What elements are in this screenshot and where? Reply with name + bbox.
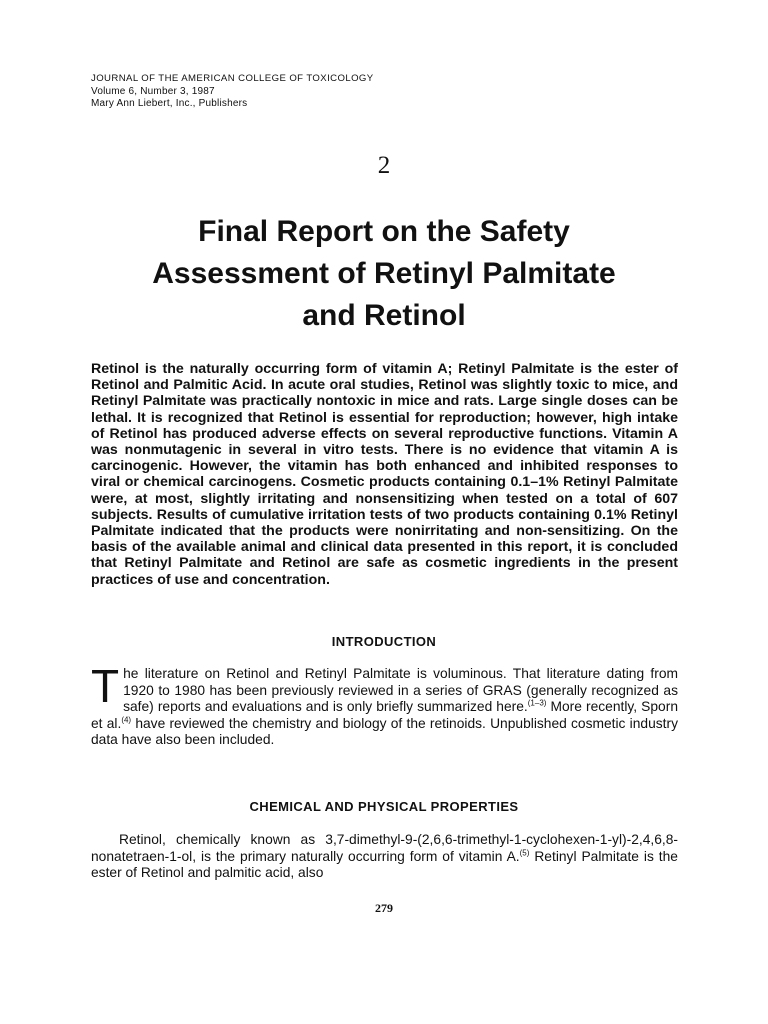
- title-line-3: and Retinol: [302, 299, 466, 332]
- chemical-properties-heading: CHEMICAL AND PHYSICAL PROPERTIES: [249, 799, 519, 814]
- volume-info: Volume 6, Number 3, 1987: [91, 85, 215, 97]
- intro-text-1: he literature on Retinol and Retinyl Palmitate is voluminous. That literature dating from 1920 to 1980 has been previously reviewed in a series of GRAS (generally recognized as safe) reports and evaluations and is only briefly summarized here.: [123, 666, 678, 715]
- chapter-number: 2: [377, 152, 391, 179]
- journal-name: JOURNAL OF THE AMERICAN COLLEGE OF TOXICOLOGY: [91, 73, 374, 84]
- title-line-2: Assessment of Retinyl Palmitate: [152, 257, 616, 290]
- drop-cap: T: [91, 660, 120, 712]
- introduction-heading: INTRODUCTION: [331, 634, 437, 649]
- introduction-paragraph: [91, 660, 679, 749]
- page-number: 279: [375, 901, 393, 915]
- article-title: [90, 211, 678, 337]
- journal-header: [91, 73, 491, 111]
- reference-superscript: (5): [519, 848, 530, 857]
- chem-text-2: Retinyl Palmitate is the ester of Retinol and palmitic acid, also: [91, 848, 678, 881]
- title-line-1: Final Report on the Safety: [198, 215, 570, 248]
- reference-superscript: (4): [121, 715, 132, 725]
- intro-text-2: More recently, Sporn et al.: [91, 699, 679, 731]
- reference-superscript: (1–3): [527, 698, 547, 708]
- abstract-paragraph: Retinol is the naturally occurring form of vitamin A; Retinyl Palmitate is the ester of Retinol and Palmitic Acid. In acute oral studies, Retinol was slightly toxic to mice, and Retinyl Palmitate was practically nontoxic in mice and rats. Large single doses can be lethal. It is recognized that Retinol is essential for reproduction; however, high intake of Retinol has produced adverse effects on several reproductive functions. Vitamin A was nonmutagenic in several in vitro tests. There is no evidence that vitamin A is carcinogenic. However, the vitamin has both enhanced and inhibited responses to viral or chemical carcinogens. Cosmetic products containing 0.1–1% Retinyl Palmitate were, at most, slightly irritating and nonsensitizing when tested on a total of 607 subjects. Results of cumulative irritation tests of two products containing 0.1% Retinyl Palmitate indicated that the products were nonirritating and non-sensitizing. On the basis of the available animal and clinical data presented in this report, it is concluded that Retinyl Palmitate and Retinol are safe as cosmetic ingredients in the present practices of use and concentration.: [91, 361, 678, 588]
- chemical-properties-paragraph: [91, 832, 678, 882]
- intro-text-3: have reviewed the chemistry and biology of the retinoids. Unpublished cosmetic industry data have also been included.: [91, 715, 678, 748]
- publisher-info: Mary Ann Liebert, Inc., Publishers: [91, 98, 248, 109]
- chem-text-1: Retinol, chemically known as 3,7-dimethyl-9-(2,6,6-trimethyl-1-cyclohexen-1-yl)-2,4,6,8-nonatetraen-1-ol, is the primary naturally occurring form of vitamin A.: [91, 832, 678, 864]
